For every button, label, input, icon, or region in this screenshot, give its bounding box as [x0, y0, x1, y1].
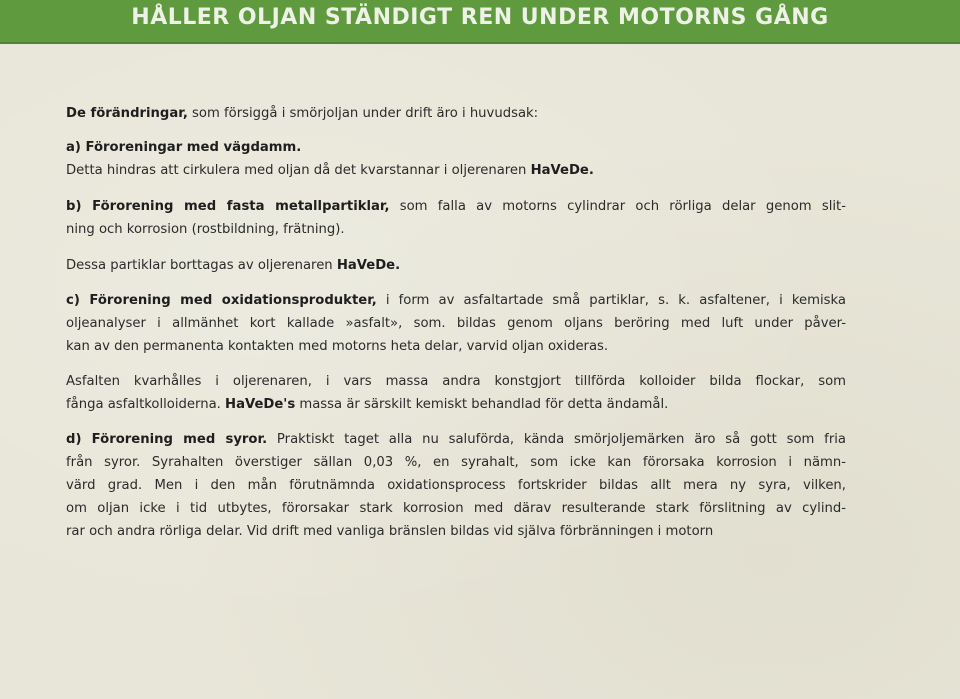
intro-bold: De förändringar,	[66, 106, 188, 121]
section-c-line1: i form av asfaltartade små partiklar, s. k. asfaltener, i kemiska	[376, 293, 846, 308]
asfalt-brand: HaVeDe's	[225, 397, 296, 412]
section-b-brand: HaVeDe.	[336, 258, 401, 273]
section-a	[66, 136, 846, 182]
section-d-line4: om oljan icke i tid utbytes, förorsakar stark korrosion med därav resulterande stark förslitning av cylind-	[66, 501, 846, 516]
asfalt-line2: fånga asfaltkolloiderna.	[66, 397, 226, 412]
section-b-heading: b) Förorening med fasta metallpartiklar,	[66, 199, 390, 214]
section-b-removal	[66, 254, 846, 277]
section-d-line1: Praktiskt taget alla nu saluförda, kända smörjoljemärken äro så gott som fria	[267, 432, 846, 447]
section-d-line2: från syror. Syrahalten överstiger sällan 0,03 %, en syrahalt, som icke kan förorsaka korrosion i nämn-	[66, 455, 846, 470]
section-a-heading: a) Föroreningar med vägdamm.	[66, 140, 302, 155]
title-banner	[0, 0, 960, 44]
page-title: HÅLLER OLJAN STÄNDIGT REN UNDER MOTORNS GÅNG	[131, 5, 829, 30]
section-d	[66, 428, 846, 543]
section-c-heading: c) Förorening med oxidationsprodukter,	[66, 293, 377, 308]
asfalt-line1: Asfalten kvarhålles i oljerenaren, i vars massa andra konstgjort tillförda kolloider bilda flockar, som	[66, 374, 846, 389]
section-d-line5: rar och andra rörliga delar. Vid drift med vanliga bränslen bildas vid själva förbränningen i motorn	[66, 524, 714, 539]
section-b	[66, 195, 846, 241]
section-a-text: Detta hindras att cirkulera med oljan då det kvarstannar i oljerenaren	[66, 163, 531, 178]
intro-paragraph	[66, 102, 846, 125]
asfalt-line2-rest: massa är särskilt kemiskt behandlad för detta ändamål.	[295, 397, 669, 412]
section-b-line2: ning och korrosion (rostbildning, frätning).	[66, 222, 345, 237]
section-c-line3: kan av den permanenta kontakten med motorns heta delar, varvid oljan oxideras.	[66, 339, 609, 354]
section-c-line2: oljeanalyser i allmänhet kort kallade »asfalt», som. bildas genom oljans beröring med luft under påver-	[66, 316, 846, 331]
section-a-brand: HaVeDe.	[530, 163, 594, 178]
section-b-line3: Dessa partiklar borttagas av oljerenaren	[66, 258, 337, 273]
section-d-heading: d) Förorening med syror.	[66, 432, 268, 447]
intro-text: som försiggå i smörjoljan under drift äro i huvudsak:	[187, 106, 539, 121]
asfalt-paragraph	[66, 370, 846, 416]
section-c	[66, 289, 846, 358]
section-b-line1: som falla av motorns cylindrar och rörliga delar genom slit-	[389, 199, 846, 214]
section-d-line3: värd grad. Men i den mån förutnämnda oxidationsprocess fortskrider bildas allt mera ny syra, vilken,	[66, 478, 846, 493]
